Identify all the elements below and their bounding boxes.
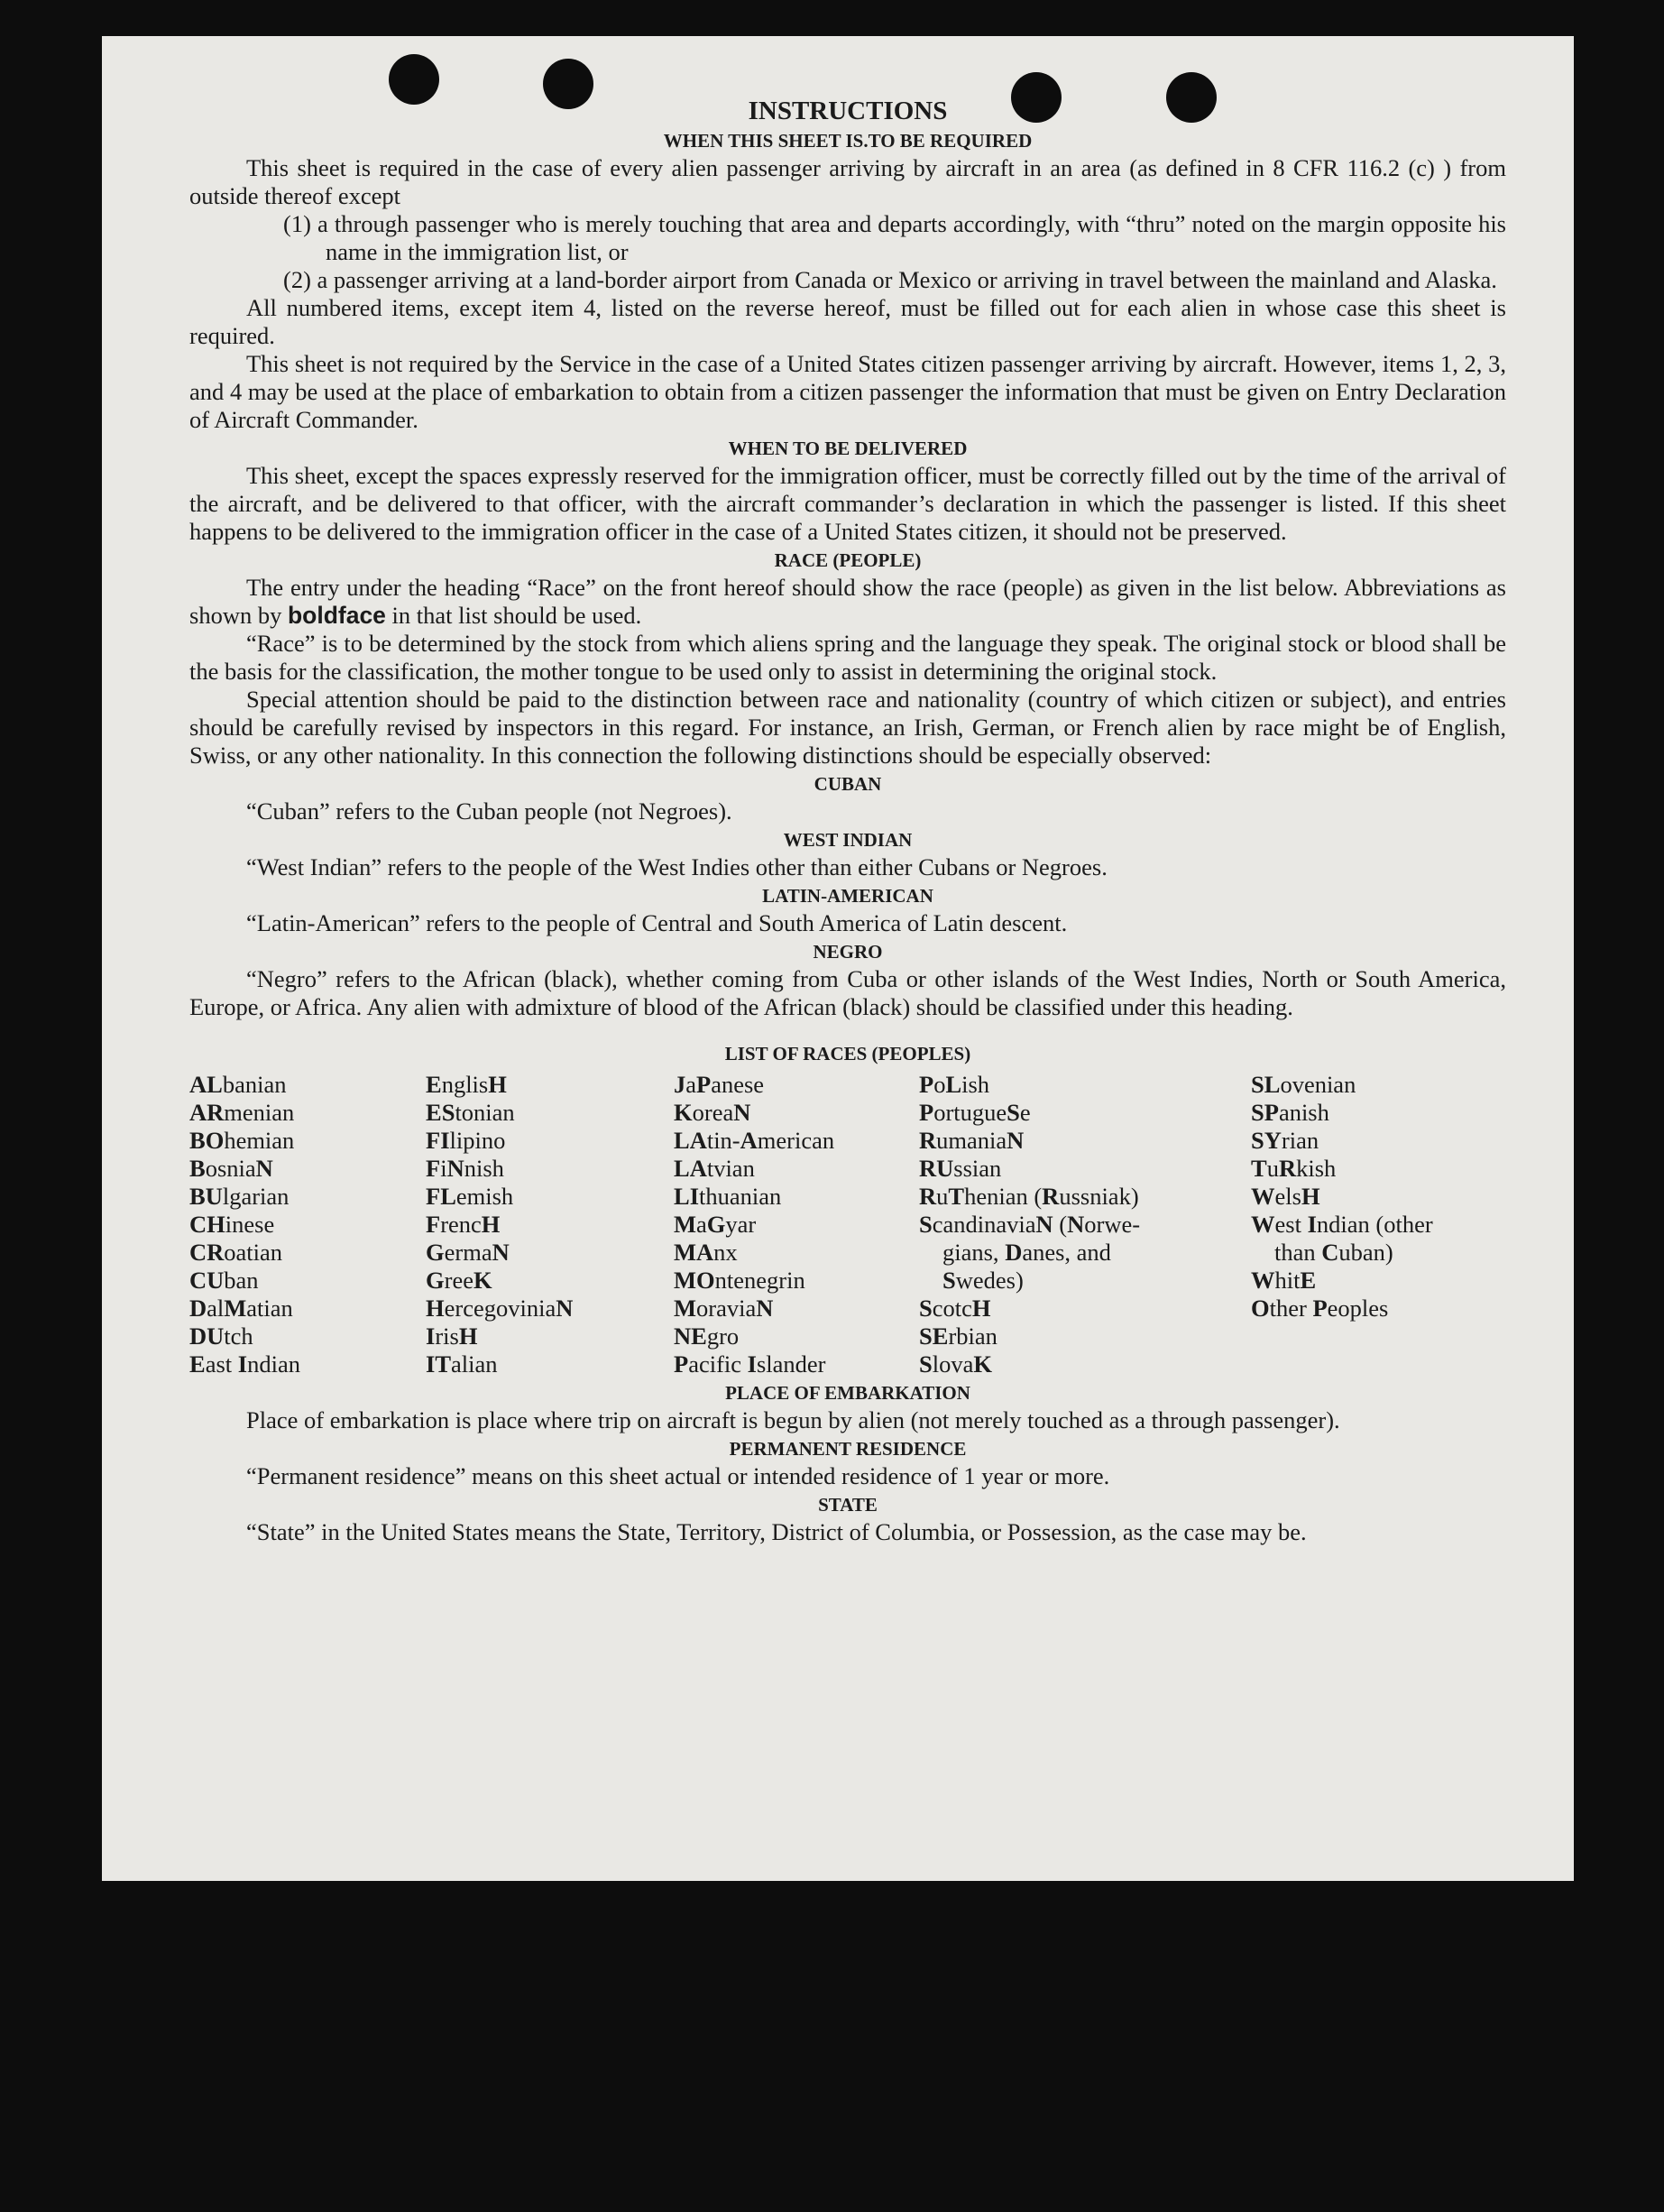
race-entry: WelsH [1251,1183,1320,1210]
paragraph: Place of embarkation is place where trip on aircraft is begun by alien (not merely touched as a through passenger). [246,1406,1340,1433]
race-entry: than Cuban) [1274,1239,1393,1266]
section-heading-cuban: CUBAN [814,773,882,795]
paragraph: The entry under the heading “Race” on the front hereof should show the race (people) as given in the list below. Abbreviations as shown by boldface in that list should be used. [189,574,1506,629]
race-entry: HercegoviniaN [426,1295,574,1322]
race-entry: West Indian (other [1251,1211,1433,1238]
race-entry: MoraviaN [674,1295,774,1322]
section-heading-state: STATE [818,1494,878,1516]
race-entry: ARmenian [189,1099,295,1126]
paragraph: “Negro” refers to the African (black), whether coming from Cuba or other islands of the West Indies, North or South America, Europe, or Africa. Any alien with admixture of blood of the African (black) should be classified under this heading. [189,965,1506,1020]
section-heading-list-of-races: LIST OF RACES (PEOPLES) [724,1043,971,1065]
race-entry: FrencH [426,1211,501,1238]
race-entry: DalMatian [189,1295,293,1322]
paragraph: This sheet is not required by the Service in the case of a United States citizen passenger arriving by aircraft. However, items 1, 2, 3, and 4 may be used at the place of embarkation to obtain from a citizen passenger the information that must be given on Entry Declaration of Aircraft Commander. [189,350,1506,433]
paragraph: This sheet, except the spaces expressly reserved for the immigration officer, must be correctly filled out by the time of the arrival of the aircraft, and be delivered to that officer, with the aircraft commander’s declaration in which the passenger is listed. If this sheet happens to be delivered to the immigration officer in the case of a United States citizen, it should not be preserved. [189,462,1506,545]
race-column [426,1071,674,1378]
paragraph: This sheet is required in the case of every alien passenger arriving by aircraft in an area (as defined in 8 CFR 116.2 (c) ) from outside thereof except [189,154,1506,209]
race-entry: Other Peoples [1251,1295,1389,1322]
paragraph: Special attention should be paid to the distinction between race and nationality (country of which citizen or subject), and entries should be carefully revised by inspectors in this regard. For instance, an Irish, German, or French alien by race might be of English, Swiss, or any other nationality. In this connection the following distinctions should be especially observed: [189,686,1506,769]
race-entry: SErbian [919,1323,997,1350]
race-entry: PortugueSe [919,1099,1031,1126]
race-column [919,1071,1251,1378]
paragraph: “Race” is to be determined by the stock from which aliens spring and the language they speak. The original stock or blood shall be the basis for the classification, the mother tongue to be used only to assist in determining the original stock. [189,630,1506,685]
race-entry: Swedes) [942,1267,1024,1294]
race-column [189,1071,426,1378]
section-heading-negro: NEGRO [813,941,883,963]
race-entry: Pacific Islander [674,1350,826,1378]
race-entry: MAnx [674,1239,738,1266]
race-entry: MaGyar [674,1211,757,1238]
race-entry: WhitE [1251,1267,1317,1294]
race-entry: SlovaK [919,1350,992,1378]
race-entry: IrisH [426,1323,478,1350]
race-entry: EnglisH [426,1071,507,1098]
race-entry: FLemish [426,1183,514,1210]
race-entry: East Indian [189,1350,300,1378]
race-entry: SYrian [1251,1127,1319,1154]
race-entry: CRoatian [189,1239,283,1266]
race-entry: NEgro [674,1323,740,1350]
race-entry: ITalian [426,1350,498,1378]
race-column [674,1071,919,1378]
list-item: (2) a passenger arriving at a land-border airport from Canada or Mexico or arriving in travel between the mainland and Alaska. [283,266,1497,293]
section-heading-race: RACE (PEOPLE) [774,549,922,571]
race-entry: DUtch [189,1323,253,1350]
race-entry: JaPanese [674,1071,765,1098]
section-heading-permanent-residence: PERMANENT RESIDENCE [729,1438,967,1460]
race-entry: BUlgarian [189,1183,290,1210]
race-entry: SPanish [1251,1099,1329,1126]
race-entry: MOntenegrin [674,1267,805,1294]
list-item: (1) a through passenger who is merely touching that area and departs accordingly, with “thru” noted on the margin opposite his name in the immigration list, or [283,210,1506,265]
paragraph: “Latin-American” refers to the people of Central and South America of Latin descent. [246,909,1068,936]
section-heading-latin-american: LATIN-AMERICAN [762,885,933,907]
race-column [1251,1071,1506,1378]
race-entry: GermaN [426,1239,510,1266]
section-heading-embarkation: PLACE OF EMBARKATION [725,1382,970,1404]
race-list [189,1071,1506,1378]
race-entry: LIthuanian [674,1183,782,1210]
race-entry: BosniaN [189,1155,273,1182]
paragraph: “Cuban” refers to the Cuban people (not Negroes). [246,797,732,825]
race-entry: EStonian [426,1099,515,1126]
race-entry: GreeK [426,1267,492,1294]
section-heading-when-delivered: WHEN TO BE DELIVERED [728,438,968,459]
page-title: INSTRUCTIONS [748,97,948,125]
race-entry: TuRkish [1251,1155,1337,1182]
section-heading-west-indian: WEST INDIAN [783,829,913,851]
race-entry: PoLish [919,1071,990,1098]
race-entry: CUban [189,1267,259,1294]
race-entry: LAtvian [674,1155,755,1182]
instructions-body [189,96,1506,1546]
document-sheet [102,36,1574,1881]
race-entry: KoreaN [674,1099,751,1126]
race-entry: SLovenian [1251,1071,1356,1098]
race-entry: FIlipino [426,1127,506,1154]
race-entry: RUssian [919,1155,1002,1182]
race-entry: RuThenian (Russniak) [919,1183,1139,1210]
race-entry: LAtin-American [674,1127,835,1154]
paragraph: All numbered items, except item 4, listed on the reverse hereof, must be filled out for each alien in whose case this sheet is required. [189,294,1506,349]
paragraph: “State” in the United States means the State, Territory, District of Columbia, or Possession, as the case may be. [246,1518,1307,1545]
race-entry: CHinese [189,1211,275,1238]
race-entry: ALbanian [189,1071,287,1098]
race-entry: RumaniaN [919,1127,1025,1154]
race-entry: ScotcH [919,1295,991,1322]
paragraph: “Permanent residence” means on this sheet actual or intended residence of 1 year or more. [246,1462,1110,1489]
race-entry: ScandinaviaN (Norwe- [919,1211,1141,1238]
paragraph: “West Indian” refers to the people of the West Indies other than either Cubans or Negroes. [246,853,1108,880]
race-entry: gians, Danes, and [942,1239,1111,1266]
section-heading-when-required: WHEN THIS SHEET IS.TO BE REQUIRED [663,130,1033,152]
race-entry: FiNnish [426,1155,504,1182]
race-entry: BOhemian [189,1127,295,1154]
